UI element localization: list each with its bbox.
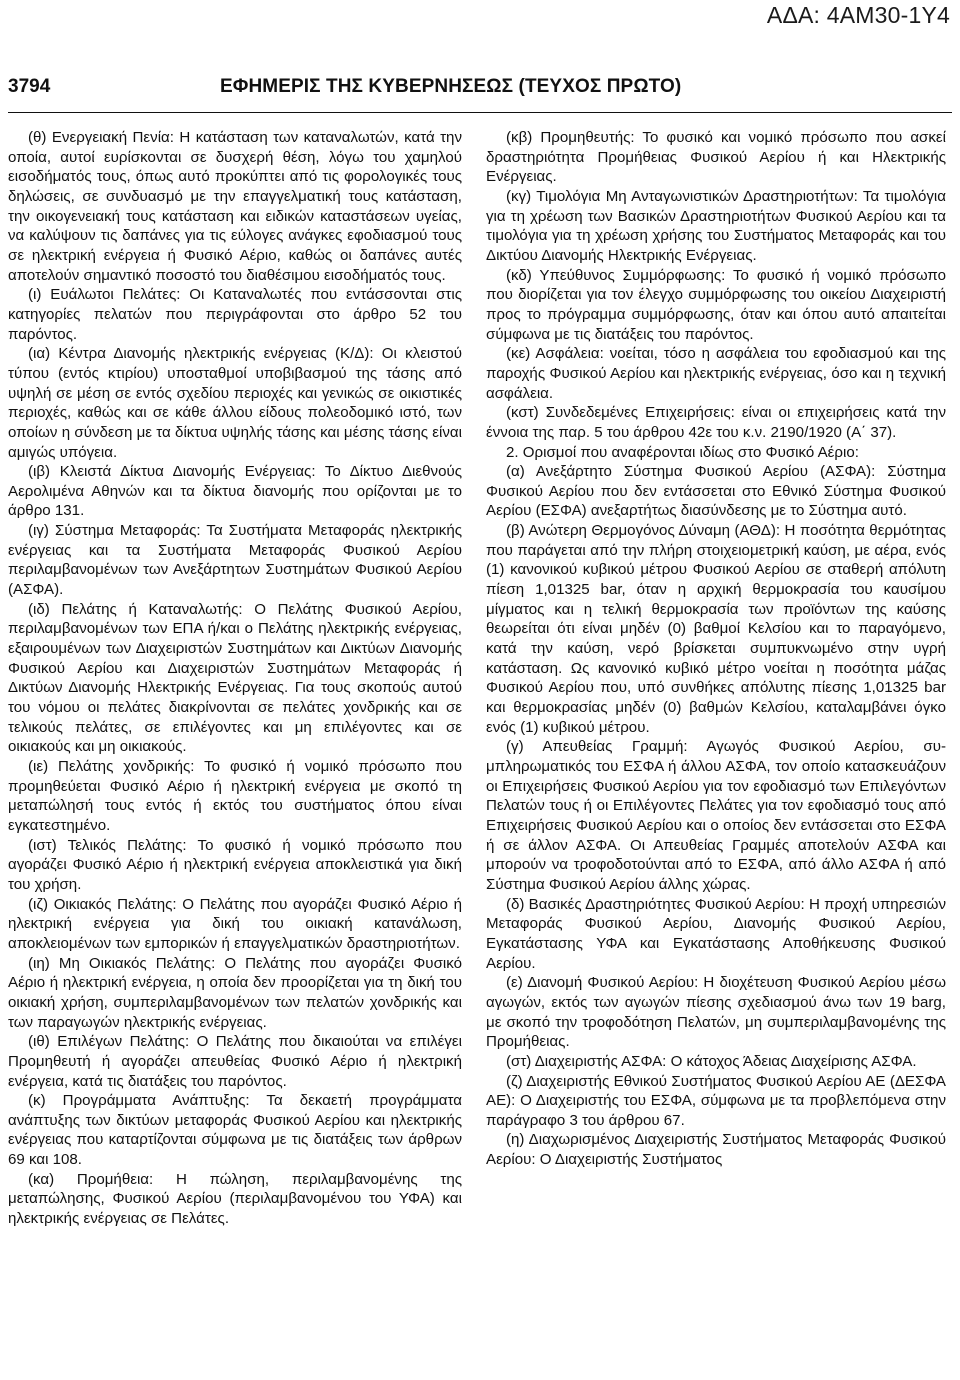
- paragraph: (β) Ανώτερη Θερμογόνος Δύναμη (ΑΘΔ): Η ποσότητα θερμότητας που παράγεται από την πλήρη στοιχειομετρική καύση, με αέρα, ενός (1) κανονικού κυβικού μέτρου Φυσικού Αερίου σε σταθερή απόλυτη πίεση 1,01325 bar, όταν η αρχική θερμοκρασία του καυσίμου μίγματος και η τελική θερμοκρασία των προϊόντων της καύσης θεωρείται ότι είναι μηδέν (0) βαθμοί Κελσίου και το παραγόμενο, κατά την καύση, νερό βρίσκεται συμπυκνωμένο στην υγρή κατάσταση. Ως κανονικό κυβικό μέτρο νοείται η ποσότητα μάζας Φυσικού Αερίου που, υπό συνθήκες απόλυτης πίεσης 1,01325 bar και θερμοκρασίας μηδέν (0) βαθμών Κελσίου, καταλαμβάνει όγκο ενός (1) κυβικού μέτρου.: [486, 522, 946, 736]
- paragraph: (ιβ) Κλειστά Δίκτυα Διανομής Ενέργειας: Το Δίκτυο Διεθνούς Αερολιμένα Αθηνών και τα δίκτυα διανομής που ορίζονται με το άρθρο 131.: [8, 463, 462, 520]
- paragraph: (η) Διαχωρισμένος Διαχειριστής Συστήματος Μεταφοράς Φυσικού Αερίου: Ο Διαχειριστής Συστήματος: [486, 1131, 946, 1169]
- paragraph: (ιδ) Πελάτης ή Καταναλωτής: Ο Πελάτης Φυσικού Αερίου, περιλαμβανομένων των ΕΠΑ ή/και ο Πελάτης ηλεκτρικής ενέργειας, εξαιρουμένων των Διαχειριστών Συστημάτων και Δικτύων Διανομής Φυσικού Αερίου και Διαχειριστών Συστημάτων Μεταφοράς ή Δικτύων Διανομής Ηλεκτρικής Ενέργειας. Για τους σκοπούς αυτού του νόμου οι πελάτες διακρίνονται σε πελάτες χονδρικής και σε τελικούς πελάτες, σε επιλέγοντες και μη επιλέγοντες και σε οικιακούς και μη οικιακούς.: [8, 600, 462, 756]
- right-column: [486, 128, 946, 1170]
- page-number: 3794: [8, 76, 51, 97]
- paragraph: (δ) Βασικές Δραστηριότητες Φυσικού Αερίου: Η προχή υπηρεσιών Μεταφοράς Φυσικού Αερίου, Διανομής Φυσικού Αερίου, Εγκατάστασης ΥΦΑ και Εγκατάστασης Αποθήκευσης Φυσικού Αερίου.: [486, 895, 946, 972]
- running-head: [8, 76, 952, 110]
- paragraph: (ζ) Διαχειριστής Εθνικού Συστήματος Φυσικού Αερίου ΑΕ (ΔΕΣΦΑ ΑΕ): Ο Διαχειριστής του ΕΣΦΑ, σύμφωνα με τα προβλεπόμενα στην παράγραφο 3 του άρθρου 67.: [486, 1072, 946, 1129]
- paragraph: (στ) Διαχειριστής ΑΣΦΑ: Ο κάτοχος Άδειας Διαχείρισης ΑΣΦΑ.: [506, 1052, 917, 1070]
- ada-code: ΑΔΑ: 4ΑΜ30-1Υ4: [766, 2, 950, 28]
- paragraph: (θ) Ενεργειακή Πενία: Η κατάσταση των καταναλωτών, κατά την οποία, αυτοί ευρίσκονται σε δυσχερή θέση, λόγω του χαμηλού εισοδήματός τους, όπως αυτό προκύπτει από τις φορολογικές τους δηλώσεις, σε συνδυασμό με την επαγγελματική τους κατάσταση, την οικογενειακή τους κατάσταση και ειδικών καταστάσεων υγείας, να καλύψουν τις δαπάνες για τις εύλογες ανάγκες εφοδιασμού τους σε ηλεκτρική ενέργεια ή Φυσικό Αέριο, καθώς οι δαπάνες αυτές αποτελούν σημαντικό ποσοστό του διαθέσιμου εισοδήματός τους.: [8, 129, 462, 284]
- paragraph: (ιστ) Τελικός Πελάτης: Το φυσικό ή νομικό πρόσωπο που αγοράζει Φυσικό Αέριο ή ηλεκτρική ενέργεια αποκλειστικά για δική του χρήση.: [8, 836, 462, 893]
- paragraph: (κε) Ασφάλεια: νοείται, τόσο η ασφάλεια του εφοδιασμού και της παροχής Φυσικού Αερίου και ηλεκτρικής ενέργειας, όσο και η τεχνική ασφάλεια.: [486, 345, 946, 402]
- paragraph: (γ) Απευθείας Γραμμή: Αγωγός Φυσικού Αερίου, συμπληρωματικός του ΕΣΦΑ ή άλλου ΑΣΦΑ, τον οποίο κατασκευάζουν οι Επιχειρήσεις Φυσικού Αερίου για τον εφοδιασμό των Επιλεγόντων Πελατών τους ή οι Επιλέγοντες Πελάτες για τον εφοδιασμό τους από Επιχειρήσεις Φυσικού Αερίου και ο οποίος δεν εντάσσεται στο ΕΣΦΑ ή σε άλλον ΑΣΦΑ. Οι Απευθείας Γραμμές αποτελούν ΑΣΦΑ και μπορούν να τροφοδοτούνται από το ΕΣΦΑ, από άλλο ΑΣΦΑ ή από Σύστημα Φυσικού Αερίου άλλης χώρας.: [486, 738, 946, 893]
- paragraph: (ιε) Πελάτης χονδρικής: Το φυσικό ή νομικό πρόσωπο που προμηθεύεται Φυσικό Αέριο ή ηλεκτρική ενέργεια με σκοπό τη μεταπώλησή τους εντός ή εκτός του συστήματος όπου είναι εγκατεστημένο.: [8, 758, 462, 834]
- header-rule: [8, 112, 952, 113]
- paragraph: (κστ) Συνδεδεμένες Επιχειρήσεις: είναι οι επιχειρήσεις κατά την έννοια της παρ. 5 του άρθρου 42ε του κ.ν. 2190/1920 (Α΄ 37).: [486, 404, 946, 441]
- paragraph: (α) Ανεξάρτητο Σύστημα Φυσικού Αερίου (ΑΣΦΑ): Σύστημα Φυσικού Αερίου που δεν εντάσσεται στο Εθνικό Σύστημα Φυσικού Αερίου (ΕΣΦΑ) ανεξαρτήτως διασύνδεσης με το Σύστημα αυτό.: [486, 463, 946, 520]
- paragraph: (κδ) Υπεύθυνος Συμμόρφωσης: Το φυσικό ή νομικό πρόσωπο που διορίζεται για τον έλεγχο συμμόρφωσης του οικείου Διαχειριστή προς το πρόγραμμα συμμόρφωσης, όταν και όπου αυτό απαιτείται σύμφωνα με τις διατάξεις του παρόντος.: [486, 266, 946, 343]
- paragraph: 2. Ορισμοί που αναφέρονται ιδίως στο Φυσικό Αέριο:: [506, 443, 859, 461]
- paragraph: (κα) Προμήθεια: Η πώληση, περιλαμβανομένης της μεταπώλησης, Φυσικού Αερίου (περιλαμβανομένου του ΥΦΑ) και ηλεκτρικής ενέργειας σε Πελάτες.: [8, 1170, 462, 1228]
- paragraph: (ιγ) Σύστημα Μεταφοράς: Τα Συστήματα Μεταφοράς ηλεκτρικής ενέργειας και τα Συστήματα Μεταφοράς Φυσικού Αερίου περιλαμβανομένων των Ανεξάρτητων Συστημάτων Φυσικού Αερίου (ΑΣΦΑ).: [8, 522, 462, 599]
- paragraph: (ι) Ευάλωτοι Πελάτες: Οι Καταναλωτές που εντάσσονται στις κατηγορίες πελατών που περιγράφονται στο άρθρο 52 του παρόντος.: [8, 286, 462, 343]
- paragraph: (ιη) Μη Οικιακός Πελάτης: Ο Πελάτης που αγοράζει Φυσικό Αέριο ή ηλεκτρική ενέργεια, η οποία δεν προορίζεται για τη δική του οικιακή χρήση, συμπεριλαμβανομένων των πελατών χονδρικής και των παραγωγών ηλεκτρικής ενέργειας.: [8, 954, 462, 1031]
- paragraph: (ιθ) Επιλέγων Πελάτης: Ο Πελάτης που δικαιούται να επιλέγει Προμηθευτή ή αγοράζει απευθείας Φυσικό Αέριο ή ηλεκτρική ενέργεια, κατά τις διατάξεις του παρόντος.: [8, 1033, 462, 1090]
- paragraph: (ιζ) Οικιακός Πελάτης: Ο Πελάτης που αγοράζει Φυσικό Αέριο ή ηλεκτρική ενέργεια για δική του οικιακή κατανάλωση, αποκλειομένων των εμπορικών ή επαγγελματικών δραστηριοτήτων.: [8, 895, 462, 952]
- paragraph: (κγ) Τιμολόγια Μη Ανταγωνιστικών Δραστηριοτήτων: Τα τιμολόγια για τη χρέωση των Βασικών Δραστηριοτήτων Φυσικού Αερίου και τα τιμολόγια για τη χρέωση χρήσης του Συστήματος Μεταφοράς και του Δικτύου Διανομής Ηλεκτρικής Ενέργειας.: [486, 187, 946, 264]
- paragraph: (κβ) Προμηθευτής: Το φυσικό και νομικό πρόσωπο που ασκεί δραστηριότητα Προμήθειας Φυσικού Αερίου ή και Ηλεκτρικής Ενέργειας.: [486, 129, 946, 186]
- paragraph: (κ) Προγράμματα Ανάπτυξης: Τα δεκαετή προγράμματα ανάπτυξης των δικτύων μεταφοράς Φυσικού Αερίου και ηλεκτρικής ενέργειας που καταρτίζονται σύμφωνα με τις διατάξεις των άρθρων 69 και 108.: [8, 1092, 462, 1169]
- paragraph: (ια) Κέντρα Διανομής ηλεκτρικής ενέργειας (Κ/Δ): Οι κλειστού τύπου (εντός κτιρίου) υποσταθμοί υποβιβασμού της τάσης από υψηλή σε μέση σε εντός σχεδίου περιοχές και γενικώς σε οικιστικές περιοχές, καθώς και σε κάθε άλλου είδους πολεοδομικό ιστό, των οποίων η σύνδεση με τα δίκτυα υψηλής τάσης και μέσης τάσης είναι αμιγώς υπόγεια.: [8, 345, 462, 461]
- paragraph: (ε) Διανομή Φυσικού Αερίου: Η διοχέτευση Φυσικού Αερίου μέσω αγωγών, εκτός των αγωγών πίεσης σχεδιασμού άνω των 19 barg, με σκοπό την τροφοδότηση Πελατών, μη συμπεριλαμβανομένης της Προμήθειας.: [486, 974, 946, 1051]
- left-column: [8, 128, 462, 1229]
- gazette-title: ΕΦΗΜΕΡΙΣ ΤΗΣ ΚΥΒΕΡΝΗΣΕΩΣ (ΤΕΥΧΟΣ ΠΡΩΤΟ): [220, 76, 682, 97]
